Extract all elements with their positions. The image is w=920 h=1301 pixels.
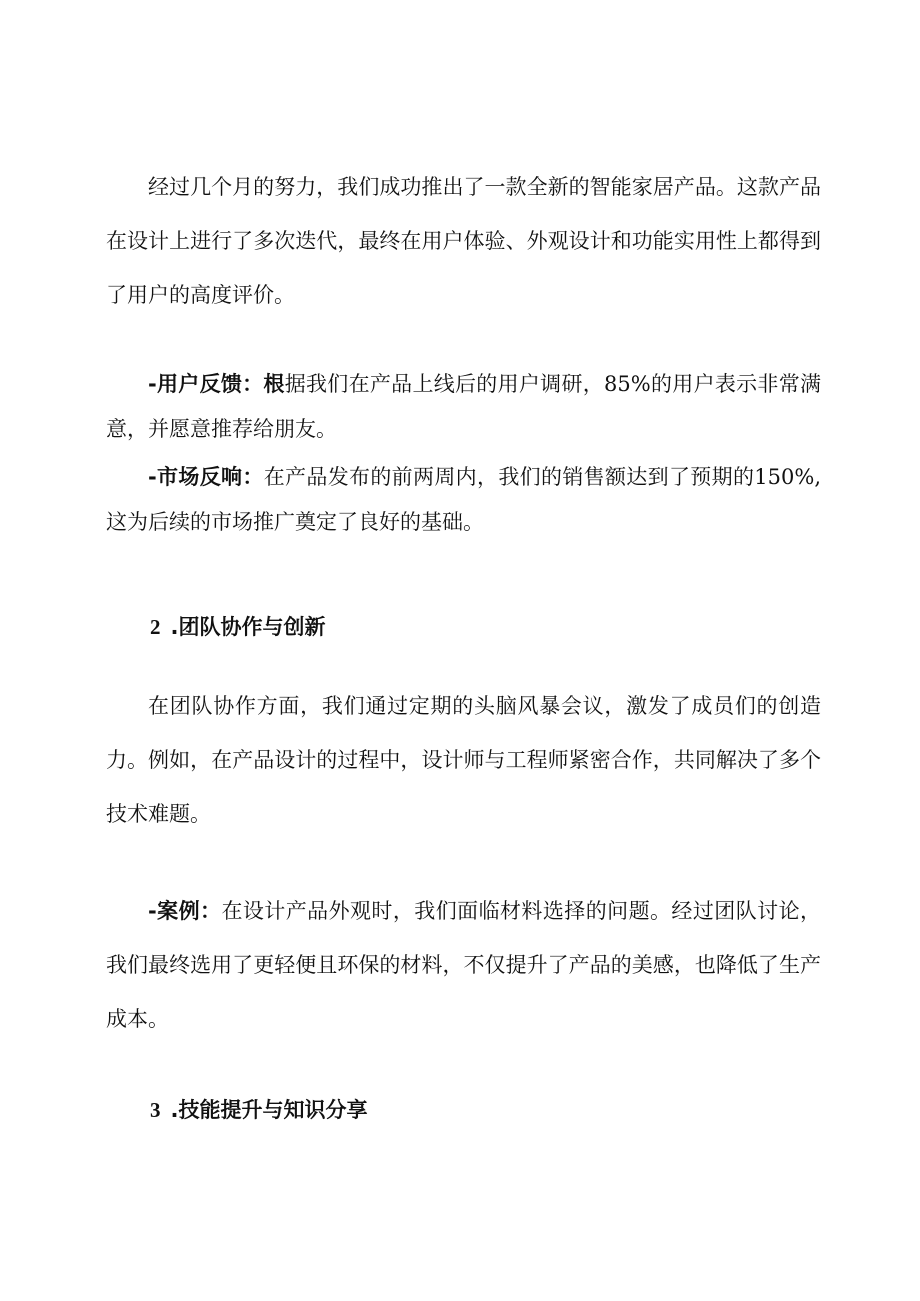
section-number: 3 bbox=[150, 1098, 161, 1122]
intro-text: 经过几个月的努力，我们成功推出了一款全新的智能家居产品。这款产品在设计上进行了多次迭代，最终在用户体验、外观设计和功能实用性上都得到了用户的高度评价。 bbox=[106, 175, 821, 307]
case-text: 在设计产品外观时，我们面临材料选择的问题。经过团队讨论，我们最终选用了更轻便且环保的材料，不仅提升了产品的美感，也降低了生产成本。 bbox=[106, 899, 822, 1031]
team-paragraph bbox=[106, 679, 821, 841]
market-response-label: -市场反响： bbox=[148, 465, 264, 489]
case-paragraph bbox=[106, 884, 821, 1046]
user-feedback-label: -用户反馈：根 bbox=[148, 372, 285, 396]
user-feedback-paragraph bbox=[106, 362, 821, 452]
team-text: 在团队协作方面，我们通过定期的头脑风暴会议，激发了成员们的创造力。例如，在产品设计的过程中，设计师与工程师紧密合作，共同解决了多个技术难题。 bbox=[106, 694, 821, 826]
section-title: .团队协作与创新 bbox=[170, 615, 326, 639]
section-title: .技能提升与知识分享 bbox=[170, 1098, 368, 1122]
market-response-text: 在产品发布的前两周内，我们的销售额达到了预期的150%,这为后续的市场推广奠定了良好的基础。 bbox=[106, 465, 821, 534]
intro-paragraph bbox=[106, 160, 821, 322]
user-feedback-text: 据我们在产品上线后的用户调研，85%的用户表示非常满意，并愿意推荐给朋友。 bbox=[106, 372, 821, 441]
case-label: -案例： bbox=[148, 899, 222, 923]
section-heading-skills bbox=[150, 1095, 367, 1125]
section-number: 2 bbox=[150, 615, 161, 639]
section-heading-team bbox=[150, 612, 325, 642]
market-response-paragraph bbox=[106, 455, 821, 545]
